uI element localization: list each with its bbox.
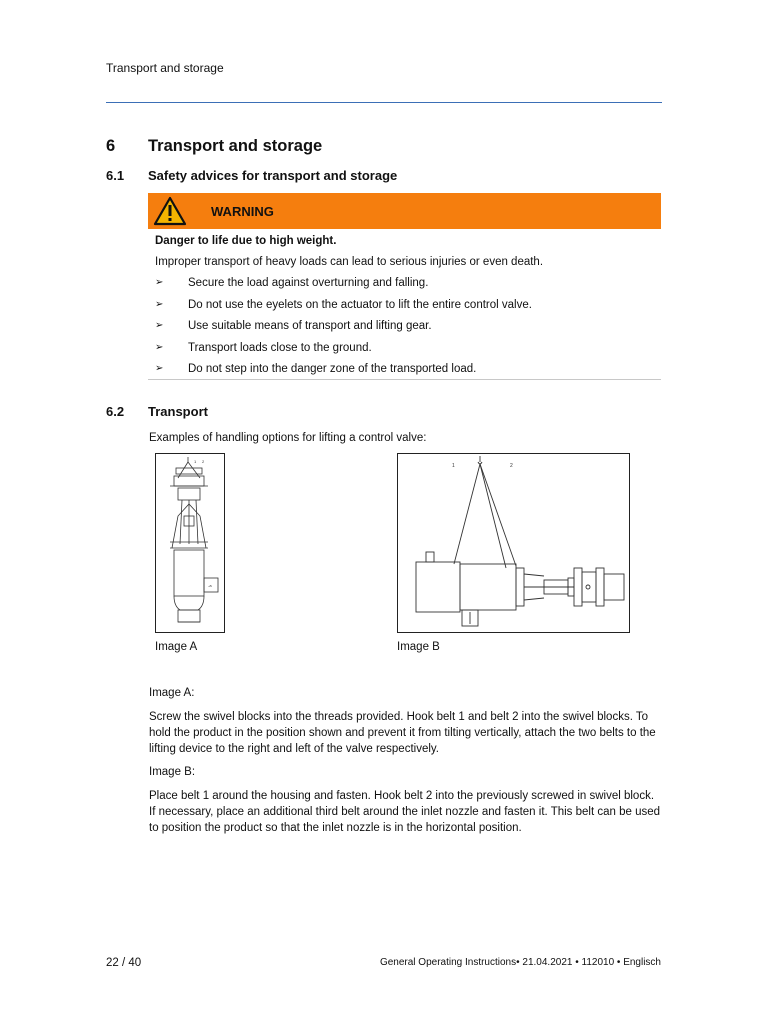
- warning-banner: [148, 193, 661, 229]
- warning-bullet: [155, 297, 661, 319]
- bullet-text: Transport loads close to the ground.: [188, 341, 372, 354]
- subsection-title: Safety advices for transport and storage: [148, 168, 398, 183]
- svg-text:1: 1: [452, 463, 455, 469]
- header-divider: [106, 102, 662, 103]
- subsection-title: Transport: [148, 404, 208, 419]
- document-info: General Operating Instructions• 21.04.2021 • 112010 • Englisch: [379, 957, 661, 968]
- subsection-number: 6.1: [106, 168, 125, 183]
- arrow-bullet-icon: ➢: [155, 363, 164, 374]
- transport-intro: Examples of handling options for lifting a control valve:: [149, 432, 427, 444]
- arrow-bullet-icon: ➢: [155, 341, 164, 353]
- warning-intro: Improper transport of heavy loads can lead to serious injuries or even death.: [155, 256, 544, 268]
- valve-horizontal-drawing: [398, 454, 629, 632]
- warning-bottom-rule: [148, 379, 661, 380]
- arrow-bullet-icon: ➢: [155, 298, 164, 310]
- svg-text:2: 2: [510, 463, 513, 469]
- arrow-bullet-icon: ➢: [155, 320, 164, 331]
- section-heading: [106, 137, 323, 156]
- image-b-heading: Image B:: [149, 766, 196, 778]
- svg-text:1: 1: [194, 459, 197, 464]
- subsection-heading-transport: [106, 404, 208, 419]
- bullet-text: Do not step into the danger zone of the transported load.: [188, 363, 477, 375]
- valve-vertical-drawing: [156, 454, 224, 632]
- image-a-heading: Image A:: [149, 687, 195, 699]
- page-number: 22 / 40: [106, 957, 142, 969]
- section-title: Transport and storage: [148, 137, 323, 155]
- figure-image-b: [397, 453, 630, 633]
- warning-triangle-icon: [153, 196, 187, 231]
- figure-a-caption: Image A: [155, 641, 198, 653]
- bullet-text: Secure the load against overturning and falling.: [188, 277, 429, 289]
- warning-bullet: [155, 275, 661, 297]
- figure-image-a: [155, 453, 225, 633]
- bullet-text: Use suitable means of transport and lifting gear.: [188, 320, 432, 332]
- arrow-bullet-icon: ➢: [155, 277, 164, 288]
- section-number: 6: [106, 137, 116, 155]
- subsection-heading-safety: [106, 168, 398, 183]
- warning-body: [155, 233, 661, 383]
- image-a-description: Screw the swivel blocks into the threads provided. Hook belt 1 and belt 2 into the swivel blocks. To hold the product in the position shown and prevent it from tilting vertically, attach the two belts to the lifting device to the right and left of the valve respectively.: [149, 711, 656, 755]
- image-b-description: Place belt 1 around the housing and fasten. Hook belt 2 into the previously screwed in swivel block. If necessary, place an additional third belt around the inlet nozzle and fasten it. This belt can be used to position the product so that the inlet nozzle is in the horizontal position.: [149, 790, 661, 834]
- danger-statement: Danger to life due to high weight.: [155, 235, 337, 247]
- warning-bullet: [155, 340, 661, 362]
- warning-label: WARNING: [211, 204, 274, 219]
- figure-b-caption: Image B: [397, 641, 440, 653]
- running-header: Transport and storage: [106, 61, 224, 75]
- warning-bullet: [155, 318, 661, 340]
- svg-text:-a: -a: [208, 583, 212, 588]
- bullet-text: Do not use the eyelets on the actuator to lift the entire control valve.: [188, 298, 532, 311]
- svg-text:2: 2: [202, 459, 205, 464]
- subsection-number: 6.2: [106, 404, 125, 419]
